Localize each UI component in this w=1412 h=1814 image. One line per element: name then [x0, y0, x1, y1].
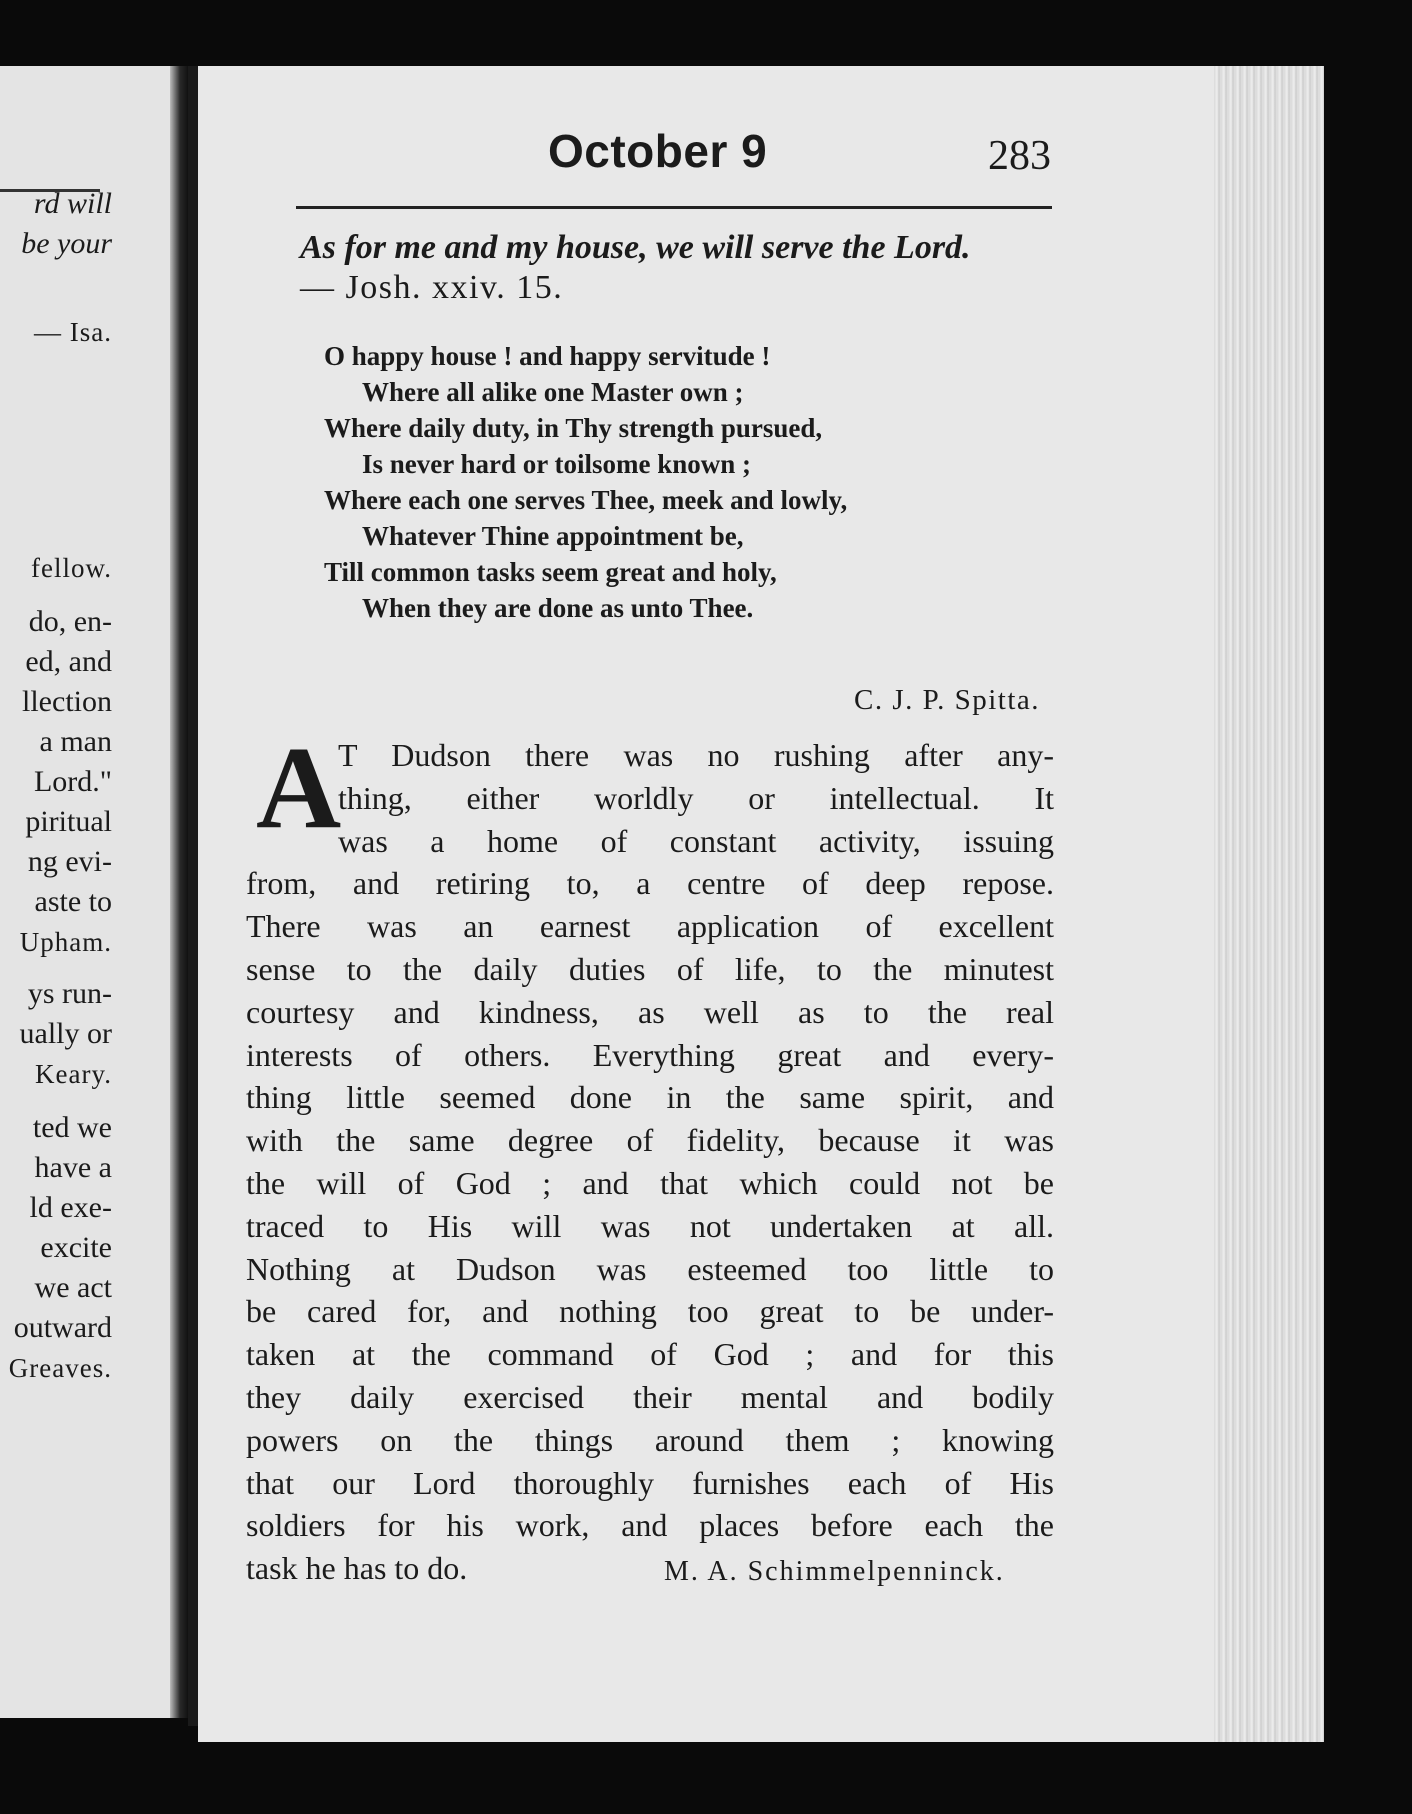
prose-line: soldiers for his work, and places before each the — [246, 1507, 1054, 1544]
left-page-line: be your — [21, 227, 112, 260]
prose-line: taken at the command of God ; and for this — [246, 1336, 1054, 1373]
left-page-line: Greaves. — [8, 1353, 112, 1383]
prose-line: from, and retiring to, a centre of deep repose. — [246, 865, 1054, 902]
prose-line: with the same degree of fidelity, because it was — [246, 1122, 1054, 1159]
current-page — [198, 66, 1324, 1742]
left-page-line: Keary. — [35, 1059, 112, 1089]
drop-cap: A — [256, 722, 342, 853]
left-page-line: ld exe- — [29, 1191, 112, 1224]
prose-line: T Dudson there was no rushing after any- — [338, 737, 1054, 773]
left-page-line: do, en- — [28, 605, 112, 638]
left-page-line: fellow. — [31, 553, 112, 583]
poem — [324, 338, 847, 626]
epigraph-text: As for me and my house, we will serve the Lord. — [300, 229, 971, 266]
poem-line: When they are done as unto Thee. — [362, 593, 754, 623]
prose-line: There was an earnest application of excellent — [246, 908, 1054, 945]
left-page-line: have a — [34, 1151, 112, 1184]
prose-line: the will of God ; and that which could not be — [246, 1164, 1054, 1201]
prose-line: sense to the daily duties of life, to the minutest — [246, 950, 1054, 987]
prose-line: thing little seemed done in the same spirit, and — [246, 1079, 1054, 1116]
epigraph-reference: — Josh. xxiv. 15. — [300, 269, 564, 306]
page-title: October 9 — [548, 125, 768, 177]
previous-page — [0, 66, 188, 1718]
left-page-line: excite — [40, 1231, 112, 1264]
left-page-line: ually or — [19, 1017, 112, 1050]
poem-line: O happy house ! and happy servitude ! — [324, 341, 771, 371]
prose-line: interests of others. Everything great and every- — [246, 1036, 1054, 1073]
prose-line: courtesy and kindness, as well as to the real — [246, 993, 1054, 1030]
prose-line: powers on the things around them ; knowing — [246, 1421, 1054, 1458]
page-edge-left — [170, 66, 188, 1718]
prose-line: they daily exercised their mental and bodily — [246, 1378, 1054, 1415]
poem-line: Where daily duty, in Thy strength pursued, — [324, 413, 823, 443]
left-page-line: rd will — [33, 187, 112, 220]
prose-line: was a home of constant activity, issuing — [338, 822, 1054, 859]
header-rule — [296, 206, 1052, 209]
prose-line: Nothing at Dudson was esteemed too little to — [246, 1250, 1054, 1287]
prose-line: that our Lord thoroughly furnishes each of His — [246, 1464, 1054, 1501]
left-page-line: outward — [13, 1311, 112, 1344]
poem-line: Till common tasks seem great and holy, — [324, 557, 777, 587]
left-page-line: piritual — [25, 805, 112, 838]
left-page-line: llection — [22, 685, 112, 718]
prose-line: task he has to do. — [246, 1550, 468, 1587]
page-edge-right — [1214, 66, 1324, 1742]
left-page-line: ed, and — [25, 645, 112, 678]
prose-passage — [246, 722, 1054, 1590]
poem-line: Where each one serves Thee, meek and lowly, — [324, 485, 848, 515]
poem-line: Whatever Thine appointment be, — [362, 521, 744, 551]
epigraph — [300, 228, 1060, 308]
left-page-line: aste to — [34, 885, 112, 918]
left-page-line: Upham. — [19, 927, 112, 957]
prose-line: be cared for, and nothing too great to be under- — [246, 1293, 1054, 1330]
left-page-line: Lord." — [33, 765, 112, 798]
page-number: 283 — [988, 133, 1051, 179]
left-page-line: — Isa. — [34, 317, 112, 347]
left-page-line: ng evi- — [27, 845, 112, 878]
prose-line: thing, either worldly or intellectual. It — [338, 779, 1054, 816]
left-page-line: we act — [34, 1271, 112, 1304]
prose-line: traced to His will was not undertaken at all. — [246, 1207, 1054, 1244]
poem-author: C. J. P. Spitta. — [854, 684, 1040, 716]
poem-line: Is never hard or toilsome known ; — [362, 449, 752, 479]
prose-author: M. A. Schimmelpenninck. — [664, 1556, 1005, 1588]
left-page-line: a man — [39, 725, 112, 758]
left-page-line: ys run- — [27, 977, 112, 1010]
left-page-line: ted we — [32, 1111, 112, 1144]
poem-line: Where all alike one Master own ; — [362, 377, 744, 407]
